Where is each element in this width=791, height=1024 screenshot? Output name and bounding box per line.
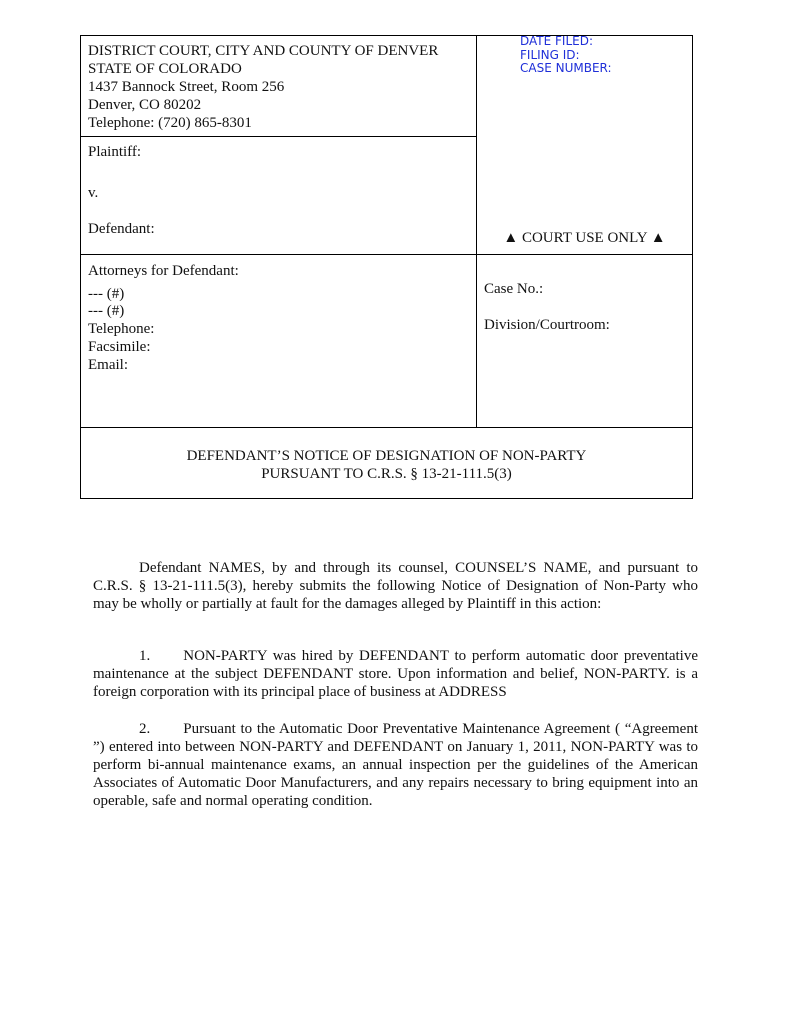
intro-text: Defendant NAMES, by and through its counsel, COUNSEL’S NAME, and pursuant to C.R.S. § 13-21-111.5(3), hereby submits the following Notice of Designation of Non-Party who may be wholly or partially at fault for the damages alleged by Plaintiff in this action: (93, 560, 698, 612)
division-courtroom-label: Division/Courtroom: (484, 317, 610, 333)
date-filed-label: DATE FILED: (520, 34, 594, 48)
paragraph-2 (93, 720, 698, 810)
caption-divider-parties (80, 254, 693, 255)
court-name: DISTRICT COURT, CITY AND COUNTY OF DENVER (88, 43, 439, 59)
attorney-telephone: Telephone: (88, 321, 155, 337)
caption-divider-court (80, 136, 476, 137)
document-title-line-2: PURSUANT TO C.R.S. § 13-21-111.5(3) (261, 466, 512, 482)
filing-id-label: FILING ID: (520, 47, 580, 62)
paragraph-1 (93, 647, 698, 701)
court-city: Denver, CO 80202 (88, 97, 202, 113)
attorney-email: Email: (88, 357, 128, 373)
court-street: 1437 Bannock Street, Room 256 (88, 79, 285, 95)
case-no-label: Case No.: (484, 281, 544, 297)
intro-paragraph (93, 559, 698, 613)
attorney-facsimile: Facsimile: (88, 339, 151, 355)
caption-divider-attorneys (80, 427, 693, 428)
plaintiff-label: Plaintiff: (88, 144, 142, 160)
document-title-line-1: DEFENDANT’S NOTICE OF DESIGNATION OF NON-PARTY (186, 448, 587, 464)
case-number-label: CASE NUMBER: (520, 61, 612, 75)
versus-label: v. (88, 185, 99, 201)
court-telephone: Telephone: (720) 865-8301 (88, 115, 252, 131)
paragraph-2-content (93, 720, 698, 810)
paragraph-1-number: 1. (139, 648, 151, 664)
paragraph-2-number: 2. (139, 721, 151, 737)
court-use-only: ▲ COURT USE ONLY ▲ (503, 230, 666, 246)
paragraph-1-content (93, 647, 698, 701)
defendant-label: Defendant: (88, 221, 155, 237)
paragraph-2-text: Pursuant to the Automatic Door Preventative Maintenance Agreement ( “Agreement ”) entered into between NON-PARTY and DEFENDANT on January 1, 2011, NON-PARTY was to perform bi-annual maintenance exams, an annual inspection per the guidelines of the American Associates of Automatic Door Manufacturers, and any repairs necessary to bring equipment into an operable, safe and normal operating condition. (93, 721, 698, 809)
attorney-line-1: --- (#) (88, 286, 125, 302)
paragraph-1-text: NON-PARTY was hired by DEFENDANT to perform automatic door preventative maintenance at the subject DEFENDANT store. Upon information and belief, NON-PARTY. is a foreign corporation with its principal place of business at ADDRESS (93, 648, 698, 700)
filing-stamp (520, 35, 612, 76)
attorneys-heading: Attorneys for Defendant: (88, 263, 239, 279)
attorney-line-2: --- (#) (88, 303, 125, 319)
court-state: STATE OF COLORADO (88, 61, 242, 77)
